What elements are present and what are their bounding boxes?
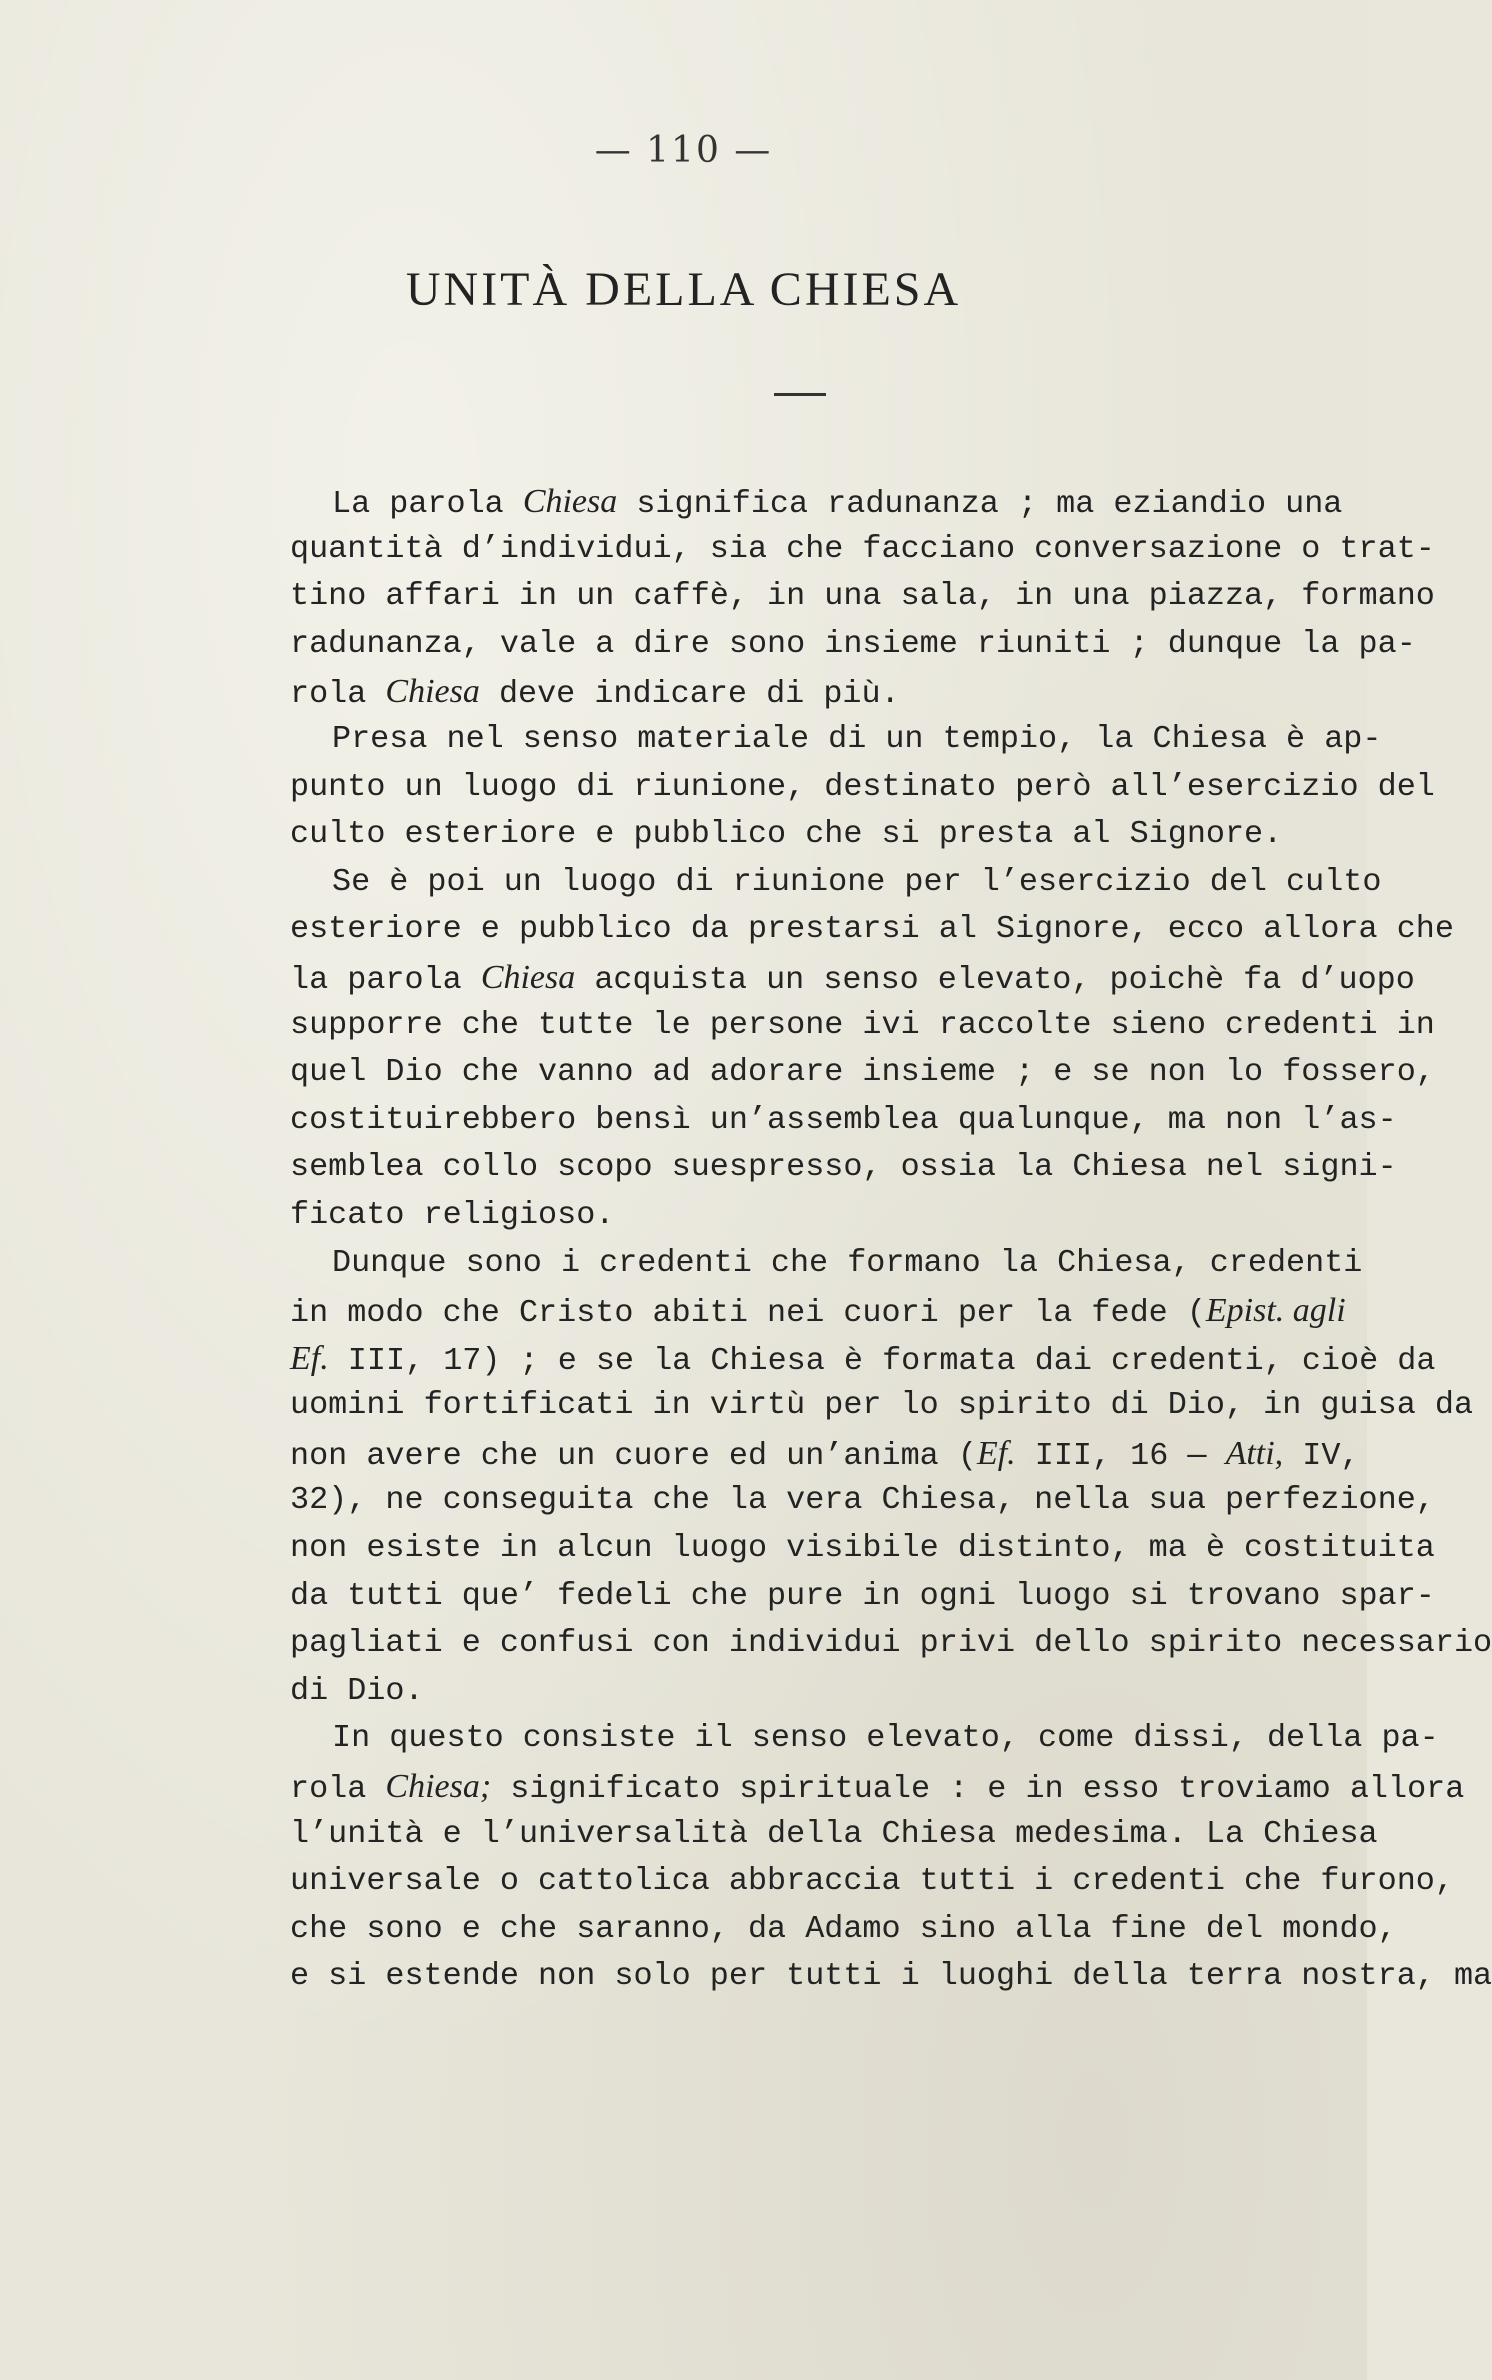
text-line: quantità d’individui, sia che facciano conversazione o trat-	[290, 530, 1435, 567]
paragraph	[290, 716, 1435, 859]
paragraph	[290, 478, 1435, 716]
text-line: rola Chiesa; significato spirituale : e in esso troviamo allora	[290, 1768, 1465, 1808]
italic-text: Ef.	[976, 1434, 1016, 1472]
italic-text: Epist. agli	[1205, 1292, 1346, 1330]
text-line: di Dio.	[290, 1672, 424, 1709]
text-line: l’unità e l’universalità della Chiesa medesima. La Chiesa	[290, 1815, 1378, 1852]
text-line: ficato religioso.	[290, 1196, 615, 1233]
text-line: Dunque sono i credenti che formano la Chiesa, credenti	[332, 1244, 1363, 1281]
text-line: pagliati e confusi con individui privi dello spirito necessario	[290, 1625, 1492, 1662]
italic-text: Chiesa	[480, 958, 576, 996]
chapter-title: UNITÀ DELLA CHIESA	[405, 263, 962, 316]
text-line: culto esteriore e pubblico che si presta al Signore.	[290, 816, 1283, 853]
italic-text: Ef.	[290, 1339, 329, 1377]
text-line: quel Dio che vanno ad adorare insieme ; e se non lo fossero,	[290, 1054, 1435, 1091]
paragraph	[290, 1715, 1492, 2001]
text-line: tino affari in un caffè, in una sala, in una piazza, formano	[290, 578, 1435, 615]
paragraph	[290, 859, 1454, 1240]
text-line: supporre che tutte le persone ivi raccolte sieno credenti in	[290, 1006, 1435, 1043]
text-line: radunanza, vale a dire sono insieme riuniti ; dunque la pa-	[290, 625, 1416, 662]
text-line: In questo consiste il senso elevato, come dissi, della pa-	[332, 1720, 1439, 1757]
text-line: da tutti que’ fedeli che pure in ogni luogo si trovano spar-	[290, 1577, 1435, 1614]
text-line: esteriore e pubblico da prestarsi al Signore, ecco allora che	[290, 911, 1454, 948]
italic-text: Chiesa	[385, 673, 480, 711]
title-divider	[774, 393, 826, 396]
text-line: non avere che un cuore ed un’anima (Ef. III, 16 — Atti, IV,	[290, 1434, 1360, 1474]
text-line: semblea collo scopo suespresso, ossia la Chiesa nel signi-	[290, 1149, 1397, 1186]
text-line: che sono e che saranno, da Adamo sino alla fine del mondo,	[290, 1910, 1397, 1947]
text-line: rola Chiesa deve indicare di più.	[290, 673, 900, 713]
text-line: la parola Chiesa acquista un senso elevato, poichè fa d’uopo	[290, 958, 1415, 998]
text-line: non esiste in alcun luogo visibile distinto, ma è costituita	[290, 1530, 1435, 1567]
text-line: e si estende non solo per tutti i luoghi della terra nostra, ma	[290, 1958, 1492, 1995]
text-line: in modo che Cristo abiti nei cuori per la fede (Epist. agli	[290, 1292, 1346, 1332]
text-line: Presa nel senso materiale di un tempio, la Chiesa è ap-	[332, 720, 1382, 757]
italic-text: Chiesa;	[385, 1768, 492, 1806]
body-text	[290, 478, 1492, 2001]
text-line: punto un luogo di riunione, destinato però all’esercizio del	[290, 768, 1435, 805]
text-line: uomini fortificati in virtù per lo spirito di Dio, in guisa da	[290, 1387, 1474, 1424]
italic-text: Atti,	[1225, 1434, 1284, 1472]
text-line: costituirebbero bensì un’assemblea qualunque, ma non l’as-	[290, 1101, 1397, 1138]
text-line: 32), ne conseguita che la vera Chiesa, nella sua perfezione,	[290, 1482, 1435, 1519]
italic-text: Chiesa	[522, 483, 618, 520]
page-number: — 110 —	[594, 130, 773, 171]
text-line: universale o cattolica abbraccia tutti i credenti che furono,	[290, 1863, 1454, 1900]
text-line: Ef. III, 17) ; e se la Chiesa è formata dai credenti, cioè da	[290, 1339, 1436, 1379]
text-line: Se è poi un luogo di riunione per l’esercizio del culto	[332, 863, 1382, 900]
paragraph	[290, 1240, 1492, 1716]
text-line: La parola Chiesa significa radunanza ; ma eziandio una	[332, 483, 1343, 522]
